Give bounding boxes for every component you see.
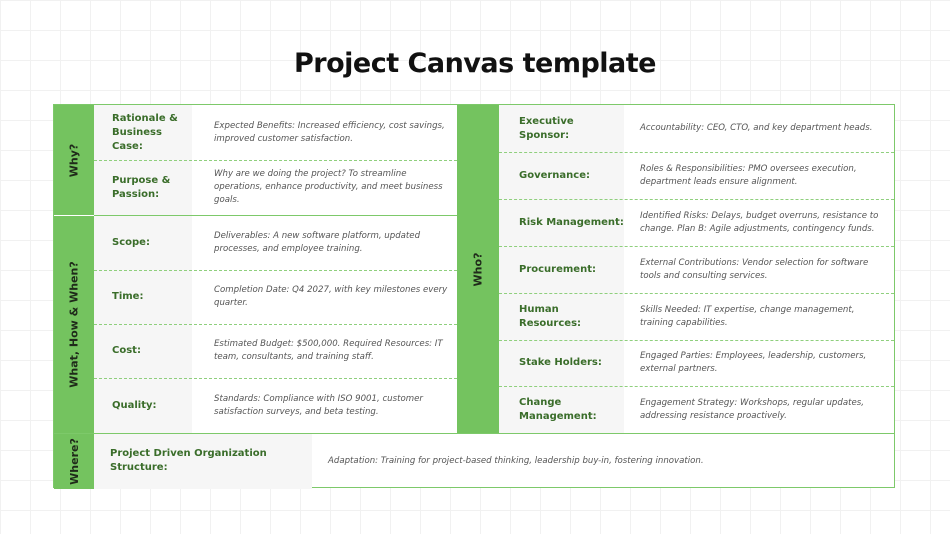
divider [54, 433, 894, 434]
row-label-cost: Cost: [94, 324, 192, 378]
divider [94, 378, 457, 379]
divider [94, 160, 457, 161]
row-label-governance: Governance: [499, 152, 624, 199]
row-label-quality: Quality: [94, 378, 192, 433]
band-what-how-when [54, 215, 94, 433]
row-label-change-management: Change Management: [499, 386, 624, 433]
row-label-executive-sponsor: Executive Sponsor: [499, 105, 624, 152]
row-text-risk-management: Identified Risks: Delays, budget overruns, resistance to change. Plan B: Agile adjustments, contingency funds. [640, 210, 879, 234]
divider [94, 324, 457, 325]
project-canvas [53, 104, 895, 488]
divider [499, 152, 894, 153]
row-text-quality: Standards: Compliance with ISO 9001, customer satisfaction surveys, and beta testing. [214, 393, 423, 417]
row-text-time: Completion Date: Q4 2027, with key milestones every quarter. [214, 285, 448, 308]
band-why-label: Why? [67, 143, 81, 177]
row-text-procurement: External Contributions: Vendor selection for software tools and consulting services. [640, 257, 869, 281]
band-who [457, 105, 499, 433]
row-text-stake-holders: Engaged Parties: Employees, leadership, customers, external partners. [640, 351, 867, 374]
row-label-scope: Scope: [94, 215, 192, 270]
row-text-org-structure: Adaptation: Training for project-based thinking, leadership buy-in, fostering innovation. [328, 455, 704, 466]
divider [499, 293, 894, 294]
row-label-rationale: Rationale & Business Case: [94, 105, 192, 160]
divider [499, 386, 894, 387]
row-text-executive-sponsor: Accountability: CEO, CTO, and key department heads. [640, 123, 873, 133]
divider [499, 340, 894, 341]
row-text-purpose: Why are we doing the project? To streamline operations, enhance productivity, and meet business goals. [214, 169, 443, 205]
divider [499, 199, 894, 200]
divider [94, 215, 457, 216]
row-label-risk-management: Risk Management: [499, 199, 624, 246]
row-label-time: Time: [94, 270, 192, 324]
band-where-label: Where? [67, 437, 81, 485]
page-title: Project Canvas template [294, 48, 656, 79]
row-text-cost: Estimated Budget: $500,000. Required Resources: IT team, consultants, and training staff. [214, 339, 443, 362]
row-label-purpose: Purpose & Passion: [94, 160, 192, 215]
row-text-governance: Roles & Responsibilities: PMO oversees execution, department leads ensure alignment. [640, 163, 857, 187]
row-text-human-resources: Skills Needed: IT expertise, change management, training capabilities. [640, 304, 855, 328]
row-label-stake-holders: Stake Holders: [499, 340, 624, 386]
band-who-label: Who? [471, 252, 485, 286]
band-what-label: What, How & When? [67, 261, 81, 388]
row-label-procurement: Procurement: [499, 246, 624, 293]
row-text-change-management: Engagement Strategy: Workshops, regular updates, addressing resistance proactively. [640, 397, 864, 421]
row-text-rationale: Expected Benefits: Increased efficiency, cost savings, improved customer satisfaction. [214, 120, 445, 144]
divider [499, 246, 894, 247]
row-text-scope: Deliverables: A new software platform, updated processes, and employee training. [214, 230, 421, 254]
row-label-human-resources: Human Resources: [499, 293, 624, 340]
divider [94, 270, 457, 271]
band-where [54, 433, 94, 489]
band-why [54, 105, 94, 215]
row-label-org-structure: Project Driven Organization Structure: [94, 433, 312, 489]
